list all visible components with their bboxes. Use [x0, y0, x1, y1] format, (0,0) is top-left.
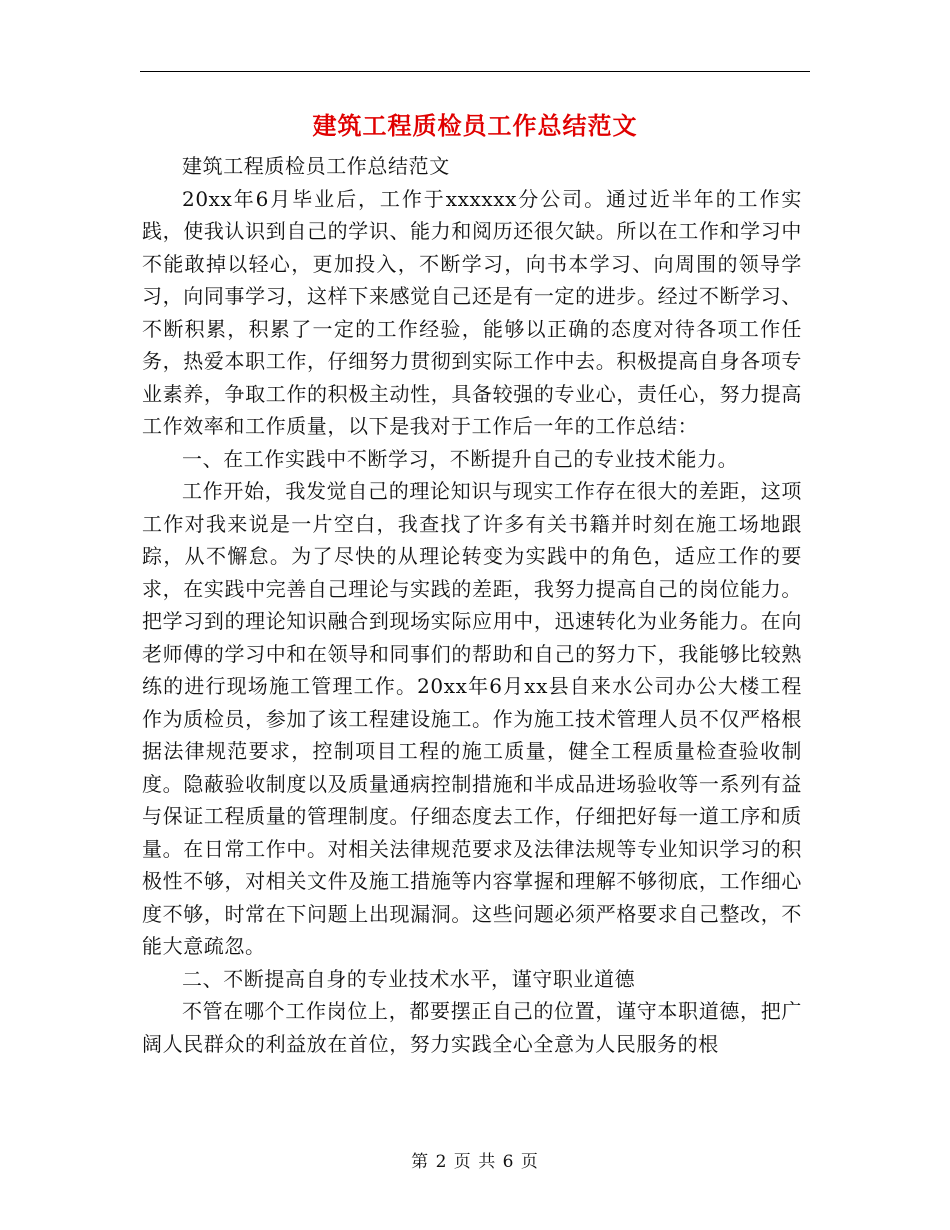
paragraph-section-1: 工作开始，我发觉自己的理论知识与现实工作存在很大的差距，这项工作对我来说是一片空白，我查找了许多有关书籍并时刻在施工场地跟踪，从不懈怠。为了尽快的从理论转变为实践中的角色，适应工作的要求，在实践中完善自己理论与实践的差距，我努力提高自己的岗位能力。把学习到的理论知识融合到现场实际应用中，迅速转化为业务能力。在向老师傅的学习中和在领导和同事们的帮助和自己的努力下，我能够比较熟练的进行现场施工管理工作。20xx年6月xx县自来水公司办公大楼工程作为质检员，参加了该工程建设施工。作为施工技术管理人员不仅严格根据法律规范要求，控制项目工程的施工质量，健全工程质量检查验收制度。隐蔽验收制度以及质量通病控制措施和半成品进场验收等一系列有益与保证工程质量的管理制度。仔细态度去工作，仔细把好每一道工序和质量。在日常工作中。对相关法律规范要求及法律法规等专业知识学习的积极性不够，对相关文件及施工措施等内容掌握和理解不够彻底，工作细心度不够，时常在下问题上出现漏洞。这些问题必须严格要求自己整改，不能大意疏忽。 — [142, 479, 802, 958]
paragraph-intro: 20xx年6月毕业后，工作于xxxxxx分公司。通过近半年的工作实践，使我认识到自己的学识、能力和阅历还很欠缺。所以在工作和学习中不能敢掉以轻心，更加投入，不断学习，向书本学习、向周围的领导学习，向同事学习，这样下来感觉自己还是有一定的进步。经过不断学习、不断积累，积累了一定的工作经验，能够以正确的态度对待各项工作任务，热爱本职工作，仔细努力贯彻到实际工作中去。积极提高自身各项专业素养，争取工作的积极主动性，具备较强的专业心，责任心，努力提高工作效率和工作质量，以下是我对于工作后一年的工作总结： — [142, 186, 802, 438]
paragraph-section-2: 不管在哪个工作岗位上，都要摆正自己的位置，谨守本职道德，把广阔人民群众的利益放在首位，努力实践全心全意为人民服务的根 — [142, 999, 802, 1056]
document-body — [142, 150, 802, 1060]
header-rule — [140, 71, 810, 72]
paragraph-subtitle: 建筑工程质检员工作总结范文 — [182, 154, 450, 178]
section-heading-2: 二、不断提高自身的专业技术水平，谨守职业道德 — [182, 966, 636, 991]
section-heading-1: 一、在工作实践中不断学习，不断提升自己的专业技术能力。 — [182, 446, 739, 471]
page-number: 第 2 页 共 6 页 — [411, 1152, 539, 1172]
document-title: 建筑工程质检员工作总结范文 — [312, 111, 638, 140]
